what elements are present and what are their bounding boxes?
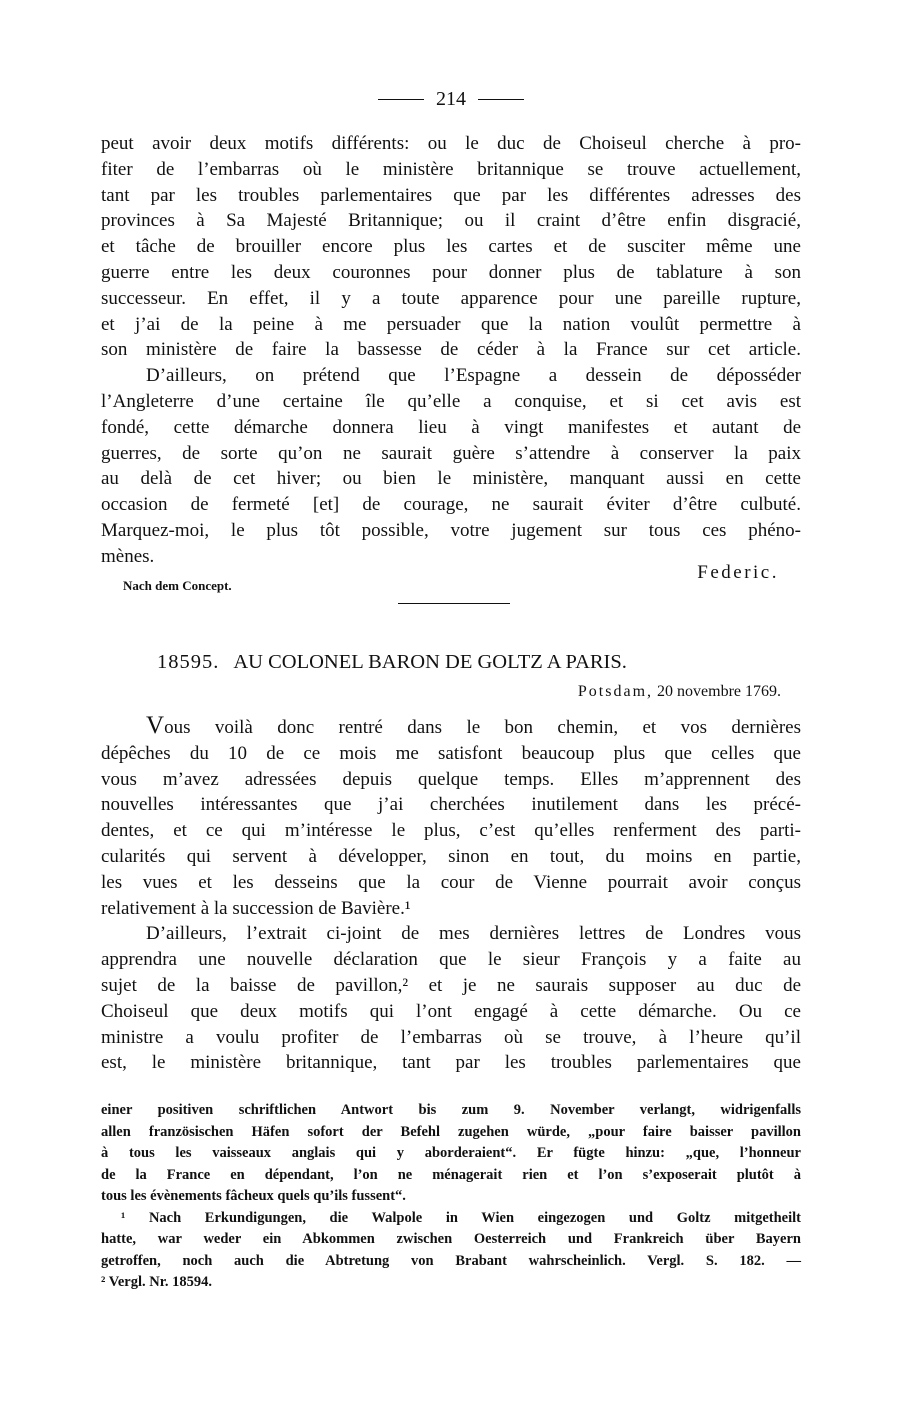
initial-letter: V (146, 712, 165, 739)
text-line: Choiseul que deux motifs qui l’ont engagé à cette démarche. Ou ce (101, 1000, 801, 1022)
letter2-paragraph-1 (101, 713, 801, 921)
text-line: apprendra une nouvelle déclaration que le sieur François y a faite au (101, 949, 801, 971)
text-line: vous m’avez adressées depuis quelque temps. Elles m’apprennent des (101, 768, 801, 790)
text-line: guerre entre les deux couronnes pour donner plus de tablature à son (101, 261, 801, 283)
text-line: l’Angleterre d’une certaine île qu’elle a conquise, et si cet avis est (101, 390, 801, 412)
footnote-line: tous les évènements fâcheux quels qu’ils fussent“. (101, 1188, 406, 1204)
footnote-line: getroffen, noch auch die Abtretung von Brabant wahrscheinlich. Vergl. S. 182. — (101, 1252, 801, 1269)
letter-number: 18595. (157, 651, 220, 673)
text-line-rest: ous voilà donc rentré dans le bon chemin, et vos dernières (164, 717, 801, 738)
text-line: et j’ai de la peine à me persuader que la nation voulût permettre à (101, 313, 801, 335)
signature: Federic. (697, 562, 779, 583)
text-line: provinces à Sa Majesté Britannique; ou il craint d’être enfin disgracié, (101, 210, 801, 232)
text-line-first (101, 713, 801, 741)
page-number: 214 (436, 87, 466, 110)
text-line: les vues et les desseins que la cour de Vienne pourrait avoir conçus (101, 871, 801, 893)
footnote-line: hatte, war weder ein Abkommen zwischen Oesterreich und Frankreich über Bayern (101, 1231, 801, 1247)
text-line: est, le ministère britannique, tant par les troubles parlementaires que (101, 1052, 801, 1074)
dateline-place: Potsdam, (577, 683, 654, 700)
text-line: nouvelles intéressantes que j’ai cherchées inutilement dans les précé- (101, 794, 801, 816)
text-line: fiter de l’embarras où le ministère britannique se trouve actuellement, (101, 158, 801, 180)
footnote-line: einer positiven schriftlichen Antwort bis zum 9. November verlangt, widrigenfalls (101, 1102, 801, 1118)
text-line: D’ailleurs, on prétend que l’Espagne a dessein de déposséder (146, 365, 801, 387)
letter-title: AU COLONEL BARON DE GOLTZ A PARIS. (233, 651, 627, 673)
section-divider (398, 603, 510, 604)
dateline (578, 683, 781, 701)
footnotes (101, 1100, 801, 1294)
text-line: peut avoir deux motifs différents: ou le duc de Choiseul cherche à pro- (101, 133, 801, 154)
letter1-paragraph-2 (101, 363, 801, 569)
text-line: occasion de fermeté [et] de courage, ne saurait éviter d’être culbuté. (101, 494, 801, 516)
text-line: dépêches du 10 de ce mois me satisfont beaucoup plus que celles que (101, 742, 801, 764)
header-rule-right (478, 99, 524, 100)
page-header (101, 82, 801, 116)
footnote-continuation (101, 1100, 801, 1208)
text-line: guerres, de sorte qu’on ne saurait guère s’attendre à conserver la paix (101, 442, 801, 464)
footnote-2 (101, 1272, 801, 1294)
text-line: au delà de cet hiver; ou bien le ministère, manquant aussi en cette (101, 468, 801, 490)
footnote-1 (101, 1208, 801, 1273)
text-line: sujet de la baisse de pavillon,² et je ne saurais supposer au duc de (101, 974, 801, 996)
text-line: Marquez-moi, le plus tôt possible, votre jugement sur tous ces phéno- (101, 519, 801, 541)
footnote-line: ² Vergl. Nr. 18594. (101, 1274, 212, 1290)
letter2-paragraph-2 (101, 921, 801, 1076)
text-line: son ministère de faire la bassesse de céder à la France sur cet article. (101, 339, 801, 361)
text-line: mènes. (101, 545, 155, 567)
footnote-line: allen französischen Häfen sofort der Befehl zugehen würde, „pour faire baisser pavillon (101, 1123, 801, 1140)
text-line: successeur. En effet, il y a toute apparence pour une pareille rupture, (101, 287, 801, 309)
text-line: relativement à la succession de Bavière.¹ (101, 897, 411, 919)
text-line: cularités qui servent à développer, sinon en tout, du moins en partie, (101, 845, 801, 867)
letter-continuation (101, 131, 801, 570)
footnote-line: ¹ Nach Erkundigungen, die Walpole in Wien eingezogen und Goltz mitgetheilt (121, 1209, 801, 1226)
text-line: D’ailleurs, l’extrait ci-joint de mes dernières lettres de Londres vous (146, 923, 801, 945)
text-line: fondé, cette démarche donnera lieu à vingt manifestes et autant de (101, 416, 801, 438)
footnote-line: de la France en dépendant, l’on ne ménagerait rien et l’on s’exposerait plutôt à (101, 1166, 801, 1183)
dateline-date: 20 novembre 1769. (657, 683, 781, 700)
text-line: et tâche de brouiller encore plus les cartes et de susciter même une (101, 236, 801, 258)
header-rule-left (378, 99, 424, 100)
footnote-line: à tous les vaisseaux anglais qui y aborderaient“. Er fügte hinzu: „que, l’honneur (101, 1145, 801, 1161)
source-note: Nach dem Concept. (123, 578, 232, 593)
text-line: dentes, et ce qui m’intéresse le plus, c’est qu’elles renferment des parti- (101, 820, 801, 842)
signature-row (101, 562, 801, 592)
letter1-paragraph-1 (101, 131, 801, 363)
text-line: tant par les troubles parlementaires que par les différentes adresses des (101, 184, 801, 206)
letter-heading (157, 651, 627, 674)
letter-body (101, 713, 801, 1076)
text-line: ministre a voulu profiter de l’embarras où se trouve, à l’heure qu’il (101, 1026, 801, 1048)
